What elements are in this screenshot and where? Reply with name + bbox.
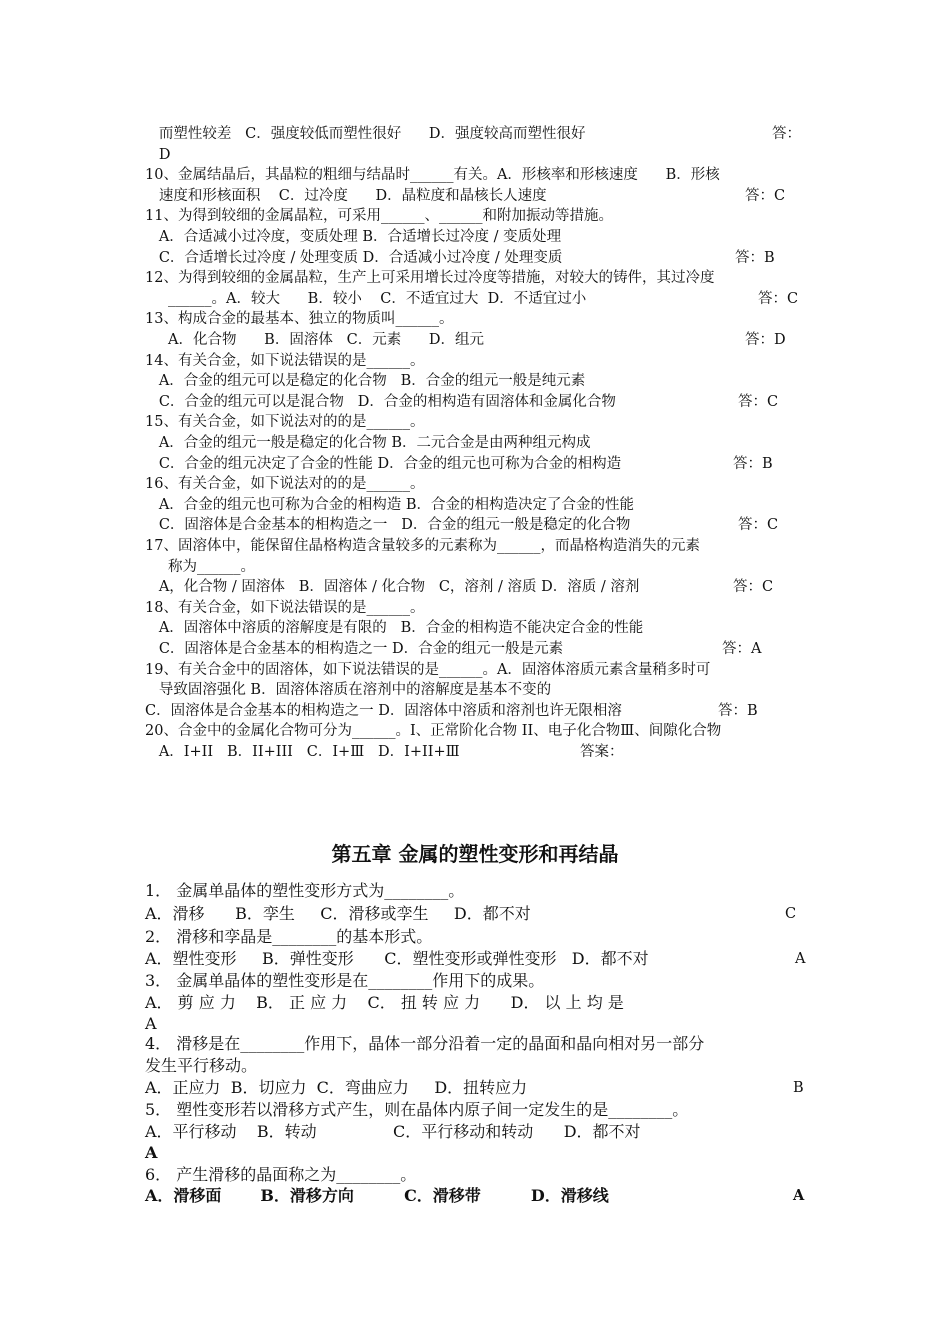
text-line: 5． 塑性变形若以滑移方式产生，则在晶体内原子间一定发生的是________。 [145, 1100, 689, 1119]
text-line: A．合金的组元一般是稳定的化合物 B．二元合金是由两种组元构成 [145, 435, 591, 451]
text-line: A．固溶体中溶质的溶解度是有限的 B．合金的相构造不能决定合金的性能 [145, 620, 644, 637]
answer-label: 答：C [738, 393, 779, 410]
answer-label: A [793, 1187, 805, 1204]
chapter-title: 第五章 金属的塑性变形和再结晶 [331, 842, 619, 866]
text-line: 20、合金中的金属化合物可分为______。I、正常阶化合物 II、电子化合物Ⅲ、间隙化合物 [145, 723, 722, 740]
text-line: A [145, 1014, 157, 1033]
answer-label: 答：C [745, 187, 786, 204]
text-line: A．化合物 B．固溶体 C．元素 D．组元 [145, 332, 485, 348]
text-line: 称为______。 [145, 558, 256, 575]
text-line: A [145, 1143, 158, 1162]
text-line: 4． 滑移是在________作用下，晶体一部分沿着一定的晶面和晶向相对另一部分 [145, 1034, 705, 1053]
answer-label: 答：A [722, 641, 762, 657]
text-line: 12、为得到较细的金属晶粒，生产上可采用增长过冷度等措施，对较大的铸件，其过冷度 [145, 270, 715, 287]
text-line: C．固溶体是合金基本的相构造之一 D．合金的组元一般是元素 [145, 641, 564, 657]
text-line: C．合金的组元可以是混合物 D．合金的相构造有固溶体和金属化合物 [145, 393, 616, 410]
text-line: 1． 金属单晶体的塑性变形方式为________。 [145, 881, 465, 900]
text-line: A．合金的组元也可称为合金的相构造 B．合金的相构造决定了合金的性能 [145, 496, 635, 513]
text-line: A． 剪 应 力 B． 正 应 力 C． 扭 转 应 力 D． 以 上 均 是 [145, 993, 624, 1012]
answer-label: B [793, 1080, 804, 1096]
text-line: C．合金的组元决定了合金的性能 D．合金的组元也可称为合金的相构造 [145, 455, 622, 472]
text-line: 15、有关合金，如下说法对的的是______。 [145, 414, 425, 431]
text-line: ______。A．较大 B．较小 C．不适宜过大 D．不适宜过小 [145, 290, 587, 307]
answer-label: 答：D [745, 332, 786, 348]
text-line: 16、有关合金，如下说法对的的是______。 [145, 476, 425, 493]
text-line: 6． 产生滑移的晶面称之为________。 [145, 1165, 417, 1184]
text-line: A．滑移 B．孪生 C．滑移或孪生 D．都不对 [145, 904, 531, 923]
answer-label: A [795, 951, 806, 967]
text-line: 14、有关合金，如下说法错误的是______。 [145, 352, 425, 369]
answer-label: 答：B [718, 702, 758, 719]
answer-label: 答： [772, 126, 801, 142]
text-line: 18、有关合金，如下说法错误的是______。 [145, 599, 425, 616]
text-line: 速度和形核面积 C．过冷度 D．晶粒度和晶核长人速度 [145, 187, 547, 204]
text-line: 17、固溶体中，能保留住晶格构造含量较多的元素称为______，而晶格构造消失的元素 [145, 538, 700, 554]
answer-label: C [785, 906, 797, 922]
text-line: C．固溶体是合金基本的相构造之一 D．固溶体中溶质和溶剂也许无限相溶 [145, 702, 622, 719]
answer-label: 答：C [733, 579, 774, 596]
text-line: A．合金的组元可以是稳定的化合物 B．合金的组元一般是纯元素 [145, 373, 586, 390]
text-line: A．滑移面 B．滑移方向 C．滑移带 D．滑移线 [145, 1186, 609, 1205]
text-line: 19、有关合金中的固溶体，如下说法错误的是______。A．固溶体溶质元素含量稍多时可 [145, 661, 711, 678]
text-line: A．平行移动 B．转动 C．平行移动和转动 D．都不对 [145, 1122, 641, 1141]
text-line: 3． 金属单晶体的塑性变形是在________作用下的成果。 [145, 971, 545, 990]
answer-label: 答：B [735, 249, 775, 266]
text-line: A．塑性变形 B．弹性变形 C．塑性变形或弹性变形 D．都不对 [145, 949, 649, 968]
answer-label: 答：C [738, 517, 779, 534]
text-line: 10、金属结晶后，其晶粒的粗细与结晶时______有关。A．形核率和形核速度 B．形核 [145, 167, 720, 184]
text-line: 11、为得到较细的金属晶粒，可采用______、______和附加振动等措施。 [145, 208, 613, 225]
text-line: 2． 滑移和孪晶是________的基本形式。 [145, 927, 433, 946]
text-line: 而塑性较差 C．强度较低而塑性很好 D．强度较高而塑性很好 [145, 126, 586, 142]
text-line: A．I+II B．II+III C．I+Ⅲ D．I+II+Ⅲ [145, 744, 460, 760]
text-line: 13、构成合金的最基本、独立的物质叫______。 [145, 311, 454, 328]
text-line: A，化合物 / 固溶体 B．固溶体 / 化合物 C，溶剂 / 溶质 D．溶质 / 溶剂 [145, 579, 640, 596]
answer-label: 答案： [580, 744, 624, 760]
answer-label: 答：C [758, 290, 799, 307]
text-line: D [145, 146, 171, 163]
text-line: A．正应力 B．切应力 C．弯曲应力 D．扭转应力 [145, 1078, 528, 1097]
text-line: 导致固溶强化 B．固溶体溶质在溶剂中的溶解度是基本不变的 [145, 682, 552, 699]
text-line: C．固溶体是合金基本的相构造之一 D．合金的组元一般是稳定的化合物 [145, 517, 631, 534]
text-line: C．合适增长过冷度 / 处理变质 D．合适减小过冷度 / 处理变质 [145, 249, 563, 266]
answer-label: 答：B [733, 455, 773, 472]
text-line: 发生平行移动。 [145, 1056, 258, 1075]
text-line: A．合适减小过冷度，变质处理 B．合适增长过冷度 / 变质处理 [145, 229, 562, 245]
